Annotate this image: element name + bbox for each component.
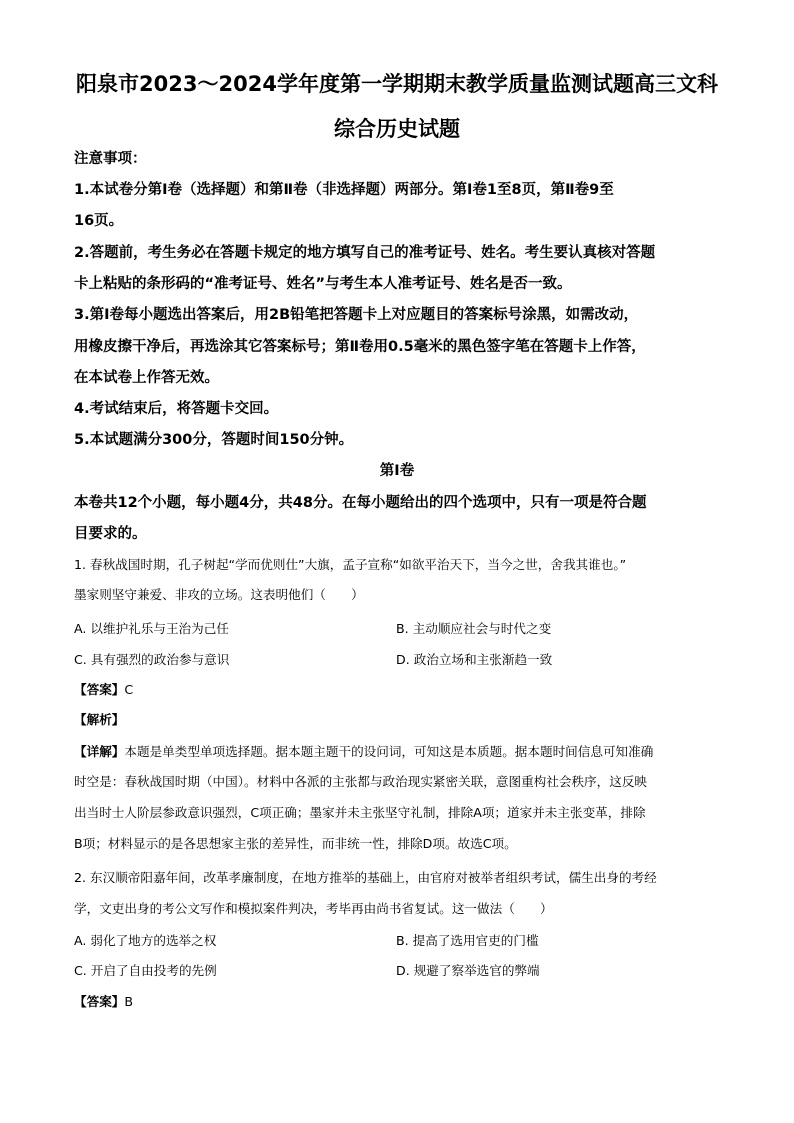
notice-line: 用橡皮擦干净后，再选涂其它答案标号；第Ⅱ卷用0.5毫米的黑色签字笔在答题卡上作答， [74, 339, 646, 355]
detail-tag: 【详解】 [74, 744, 125, 759]
q2-option-a: A. 弱化了地方的选举之权 [74, 933, 217, 948]
q2-stem-line: 2. 东汉顺帝阳嘉年间，改革孝廉制度，在地方推举的基础上，由官府对被举者组织考试，儒生出身的考经 [74, 870, 657, 885]
q1-stem-line: 墨家则坚守兼爱、非攻的立场。这表明他们（ ） [74, 587, 364, 602]
section-intro-line: 本卷共12个小题，每小题4分，共48分。在每小题给出的四个选项中，只有一项是符合题 [74, 495, 647, 511]
answer-tag: 【答案】 [74, 994, 125, 1009]
q1-option-a: A. 以维护礼乐与王治为己任 [74, 621, 229, 636]
answer-value: C [124, 682, 134, 697]
q1-detail-line: 出当时士人阶层参政意识强烈，C项正确；墨家并未主张坚守礼制，排除A项；道家并未主张变革，排除 [74, 805, 646, 820]
notice-line: 3.第Ⅰ卷每小题选出答案后，用2B铅笔把答题卡上对应题目的答案标号涂黑，如需改动， [74, 307, 639, 323]
analysis-tag: 【解析】 [74, 712, 125, 727]
q1-stem-line: 1. 春秋战国时期，孔子树起“学而优则仕”大旗，孟子宣称“如欲平治天下，当今之世，舍我其谁也。” [74, 557, 627, 572]
q1-options-row-2 [74, 645, 724, 675]
detail-text: 本题是单类型单项选择题。据本题主题干的设问词，可知这是本质题。据本题时间信息可知准确 [124, 744, 654, 759]
notice-line: 1.本试卷分第Ⅰ卷（选择题）和第Ⅱ卷（非选择题）两部分。第Ⅰ卷1至8页，第Ⅱ卷9至 [74, 182, 614, 198]
exam-title-line2: 综合历史试题 [334, 117, 460, 141]
q1-option-d: D. 政治立场和主张渐趋一致 [396, 652, 553, 667]
notice-line: 卡上粘贴的条形码的“准考证号、姓名”与考生本人准考证号、姓名是否一致。 [74, 276, 572, 292]
notice-line: 在本试卷上作答无效。 [74, 370, 219, 386]
q1-detail-line [74, 737, 724, 767]
q1-option-b: B. 主动顺应社会与时代之变 [396, 621, 552, 636]
q1-options-row-1 [74, 614, 724, 644]
q2-stem-line: 学，文吏出身的考公文写作和模拟案件判决，考毕再由尚书省复试。这一做法（ ） [74, 901, 553, 916]
q1-answer [74, 675, 133, 705]
q2-option-d: D. 规避了察举选官的弊端 [396, 963, 540, 978]
notice-line: 2.答题前，考生务必在答题卡规定的地方填写自己的准考证号、姓名。考生要认真核对答题 [74, 245, 656, 261]
exam-title-line1: 阳泉市2023～2024学年度第一学期期末教学质量监测试题高三文科 [76, 72, 718, 96]
q1-option-c: C. 具有强烈的政治参与意识 [74, 652, 230, 667]
notice-line: 5.本试题满分300分，答题时间150分钟。 [74, 432, 354, 448]
section-intro-line: 目要求的。 [74, 526, 147, 542]
notice-line: 4.考试结束后，将答题卡交回。 [74, 401, 279, 417]
q2-options-row-2 [74, 956, 724, 986]
notice-heading: 注意事项： [74, 151, 147, 167]
q1-detail-line: B项；材料显示的是各思想家主张的差异性，而非统一性，排除D项。故选C项。 [74, 836, 517, 851]
q1-detail-line: 时空是：春秋战国时期（中国）。材料中各派的主张都与政治现实紧密关联，意图重构社会秩序，这反映 [74, 774, 648, 789]
q2-options-row-1 [74, 926, 724, 956]
q1-analysis-tag [74, 705, 124, 735]
notice-line: 16页。 [74, 213, 124, 229]
q2-option-b: B. 提高了选用官吏的门槛 [396, 933, 539, 948]
q2-option-c: C. 开启了自由投考的先例 [74, 963, 217, 978]
answer-value: B [124, 994, 134, 1009]
q2-answer [74, 987, 133, 1017]
section-heading: 第Ⅰ卷 [379, 463, 415, 479]
answer-tag: 【答案】 [74, 682, 125, 697]
